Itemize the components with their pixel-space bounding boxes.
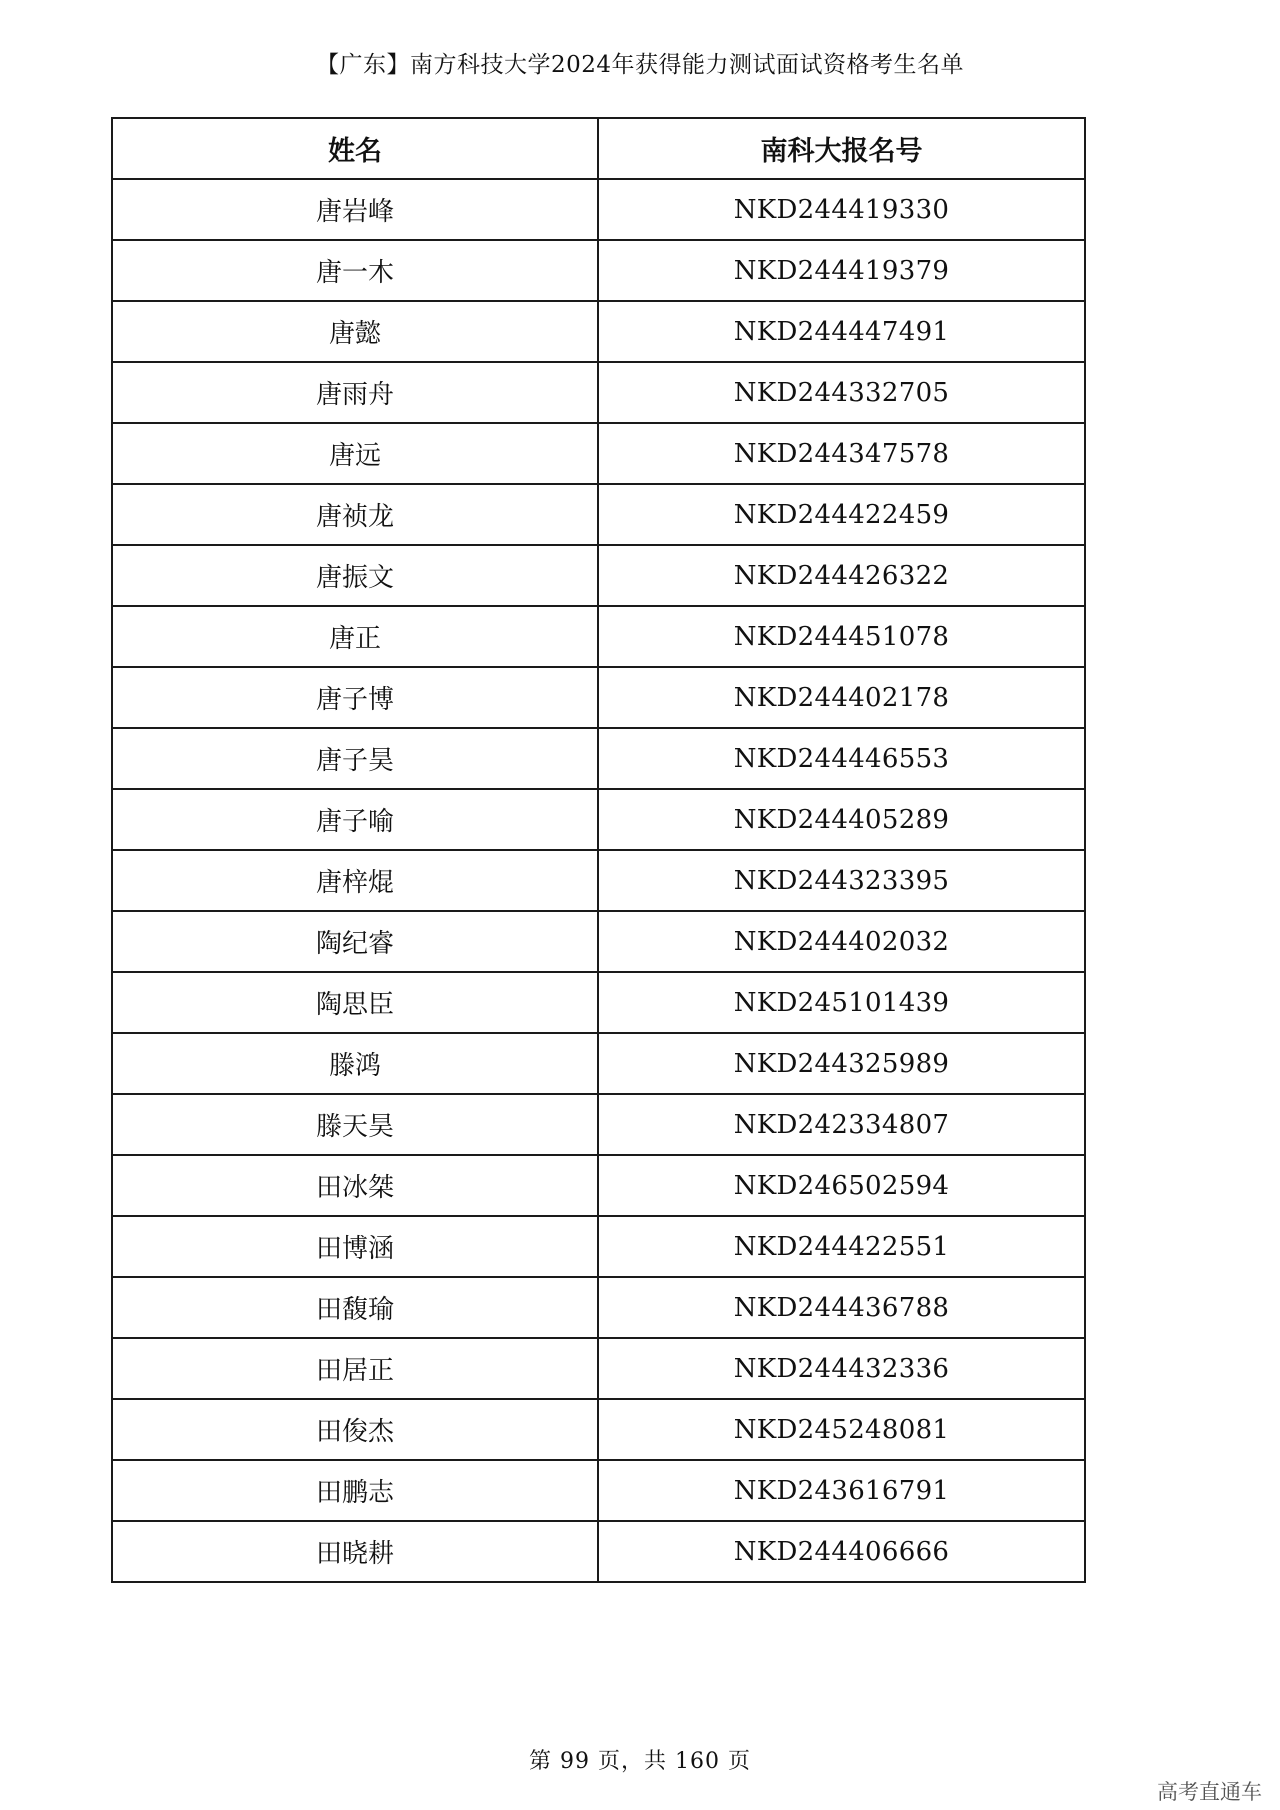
table-header-row — [112, 118, 1085, 179]
registration-number: NKD242334807 — [598, 1094, 1085, 1155]
candidate-name: 唐雨舟 — [112, 362, 598, 423]
table-row — [112, 301, 1085, 362]
candidate-name: 滕天昊 — [112, 1094, 598, 1155]
candidate-name: 唐振文 — [112, 545, 598, 606]
registration-number: NKD244323395 — [598, 850, 1085, 911]
table-row — [112, 240, 1085, 301]
candidate-name: 陶纪睿 — [112, 911, 598, 972]
registration-number: NKD246502594 — [598, 1155, 1085, 1216]
candidate-name: 唐岩峰 — [112, 179, 598, 240]
registration-number: NKD244422551 — [598, 1216, 1085, 1277]
registration-number: NKD245101439 — [598, 972, 1085, 1033]
table-row — [112, 423, 1085, 484]
candidate-name: 田馥瑜 — [112, 1277, 598, 1338]
table-row — [112, 728, 1085, 789]
table-row — [112, 1033, 1085, 1094]
candidate-name: 唐子昊 — [112, 728, 598, 789]
registration-number: NKD244422459 — [598, 484, 1085, 545]
registration-number: NKD244406666 — [598, 1521, 1085, 1582]
candidate-name: 田鹏志 — [112, 1460, 598, 1521]
table-row — [112, 545, 1085, 606]
table-row — [112, 1460, 1085, 1521]
candidate-name: 田居正 — [112, 1338, 598, 1399]
table-row — [112, 1216, 1085, 1277]
registration-number: NKD244332705 — [598, 362, 1085, 423]
registration-number: NKD244419330 — [598, 179, 1085, 240]
candidate-name: 唐子喻 — [112, 789, 598, 850]
registration-number: NKD245248081 — [598, 1399, 1085, 1460]
table-row — [112, 972, 1085, 1033]
registration-number: NKD244426322 — [598, 545, 1085, 606]
registration-number: NKD244451078 — [598, 606, 1085, 667]
candidate-name: 滕鸿 — [112, 1033, 598, 1094]
table-row — [112, 1277, 1085, 1338]
candidate-name: 田冰桀 — [112, 1155, 598, 1216]
registration-number: NKD244436788 — [598, 1277, 1085, 1338]
registration-number: NKD244325989 — [598, 1033, 1085, 1094]
candidate-table — [111, 117, 1086, 1583]
table-row — [112, 789, 1085, 850]
registration-number-column-header: 南科大报名号 — [598, 118, 1085, 179]
name-column-header: 姓名 — [112, 118, 598, 179]
document-title: 【广东】南方科技大学2024年获得能力测试面试资格考生名单 — [315, 52, 965, 78]
candidate-name: 唐正 — [112, 606, 598, 667]
registration-number: NKD244402032 — [598, 911, 1085, 972]
candidate-name: 唐梓焜 — [112, 850, 598, 911]
source-watermark: 高考直通车 — [1157, 1780, 1262, 1804]
table-row — [112, 667, 1085, 728]
table-row — [112, 1399, 1085, 1460]
registration-number: NKD244347578 — [598, 423, 1085, 484]
candidate-name: 唐懿 — [112, 301, 598, 362]
registration-number: NKD244402178 — [598, 667, 1085, 728]
table-body — [112, 179, 1085, 1582]
candidate-name: 唐祯龙 — [112, 484, 598, 545]
table-row — [112, 1094, 1085, 1155]
candidate-name: 唐子博 — [112, 667, 598, 728]
registration-number: NKD244419379 — [598, 240, 1085, 301]
candidate-name: 唐远 — [112, 423, 598, 484]
table-row — [112, 179, 1085, 240]
registration-number: NKD244446553 — [598, 728, 1085, 789]
registration-number: NKD243616791 — [598, 1460, 1085, 1521]
candidate-name: 唐一木 — [112, 240, 598, 301]
candidate-name: 田博涵 — [112, 1216, 598, 1277]
table-row — [112, 606, 1085, 667]
table-row — [112, 1155, 1085, 1216]
table-row — [112, 1338, 1085, 1399]
table-row — [112, 850, 1085, 911]
registration-number: NKD244432336 — [598, 1338, 1085, 1399]
table-row — [112, 362, 1085, 423]
table-row — [112, 484, 1085, 545]
candidate-name: 田俊杰 — [112, 1399, 598, 1460]
registration-number: NKD244447491 — [598, 301, 1085, 362]
candidate-name: 田晓耕 — [112, 1521, 598, 1582]
table-row — [112, 1521, 1085, 1582]
table-row — [112, 911, 1085, 972]
registration-number: NKD244405289 — [598, 789, 1085, 850]
page-number-footer: 第 99 页，共 160 页 — [529, 1749, 751, 1774]
candidate-name: 陶思臣 — [112, 972, 598, 1033]
